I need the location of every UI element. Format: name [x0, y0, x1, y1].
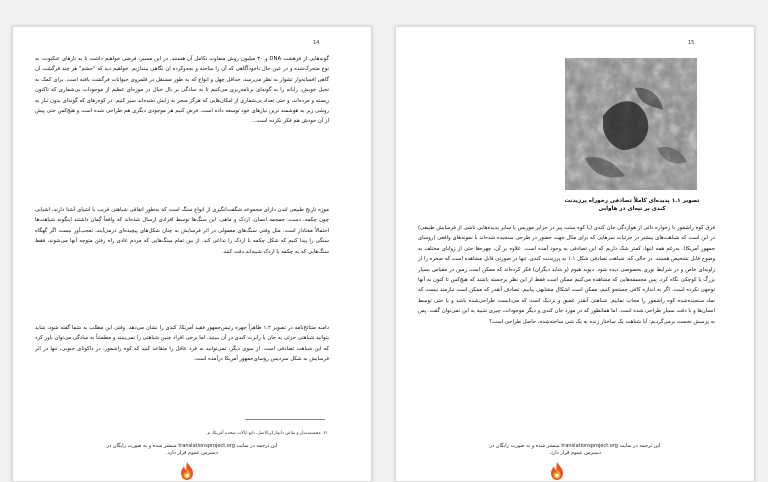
footnote: ۲۱. مجسمه‌ساز و نقاش دانمارکی‌الاصل، تابع ایالات متحده آمریکا، م. — [206, 431, 328, 436]
rock-face-photo — [565, 58, 697, 190]
footer-note — [13, 443, 371, 457]
footer-line: این ترجمه در سایت translationsproject.org منتشر شده و به صورت رایگان در — [489, 443, 661, 449]
page-number: 15 — [688, 40, 695, 46]
footer-line: این ترجمه در سایت translationsproject.org منتشر شده و به صورت رایگان در — [106, 443, 278, 449]
footnote-divider — [245, 419, 325, 420]
figure-caption: تصویر ۱.۱ پدیده‌ای کاملاً تصادفی رخوراه پرزیدنت کندی بر تپه‌ای در هاوایی — [564, 198, 700, 212]
page-number: 14 — [313, 40, 320, 46]
footer-line: دسترس عموم قرار دارد. — [549, 450, 601, 456]
flame-logo-icon — [549, 461, 565, 481]
paragraph: موزه تاریخ طبیعی لندن دارای مجموعه شگفت‌انگیزی از انواع سنگ است که به‌طور اتفاقی شباهتی قریب با اشیای آشنا دارند، اشیایی چون چکمه، دست، جمجمه انسان، اردک و ماهی. این سنگ‌ها توسط افرادی ارسال شده‌اند که واقعاً گمان داشتند اینگونه شباهت‌ها احتمالاً معنادار است. مثل وقتی سنگ‌های معمولی در اثر فرسایش به چنان شکل‌های پیچیده‌ای درمی‌آیند، تعجب‌آور نیست اگر گهگاه سنگی را پیدا کنیم که شکل چکمه یا اردک را تداعی کند. از بین تمام سنگ‌هایی که مردم عادی راه رفتن متوجه آنها می‌شوند، فقط سنگ‌هایی که به چکمه یا اردک شبیه‌اند دقت کنند. — [35, 207, 329, 255]
paragraph: فرق کوه راشمور با زخواره دائی از هوازدگی جان کندی (یا کوه ستت پیر در جزایر موریس یا سایر پدیده‌هایی ناشی از فرسایش طبیعی) در این است که شباهت‌های بیشتر در جزئیات سرهایی که برای مثال جهت حضور در طرحی سنجیده شده‌اند با نمونه‌های واقعی (روسای جمهور آمریکا). به‌رغم همه اینها، کمتر شک داریم که این تصادفی به وجود آمده است. علاوه بر آن، چهره‌ها حتی از زوایای مختلف به وضوح قابل تشخیص هستند. در حالی که، شباهت تصادفی شکل ۱.۱ به پرزیدنت کندی، تنها در صورتی قابل مشاهده است که صخره را از زاویه‌ای خاص و در شرایط نوری بخصوصی دیده شود. دیوید هیوم (و شاید دیگران) فکر کرده‌اند که ممکن است زمین در مقیاس بسیار بزرگ یا کوچکی نگاه کرد. پس مجسمه‌هایی که مشاهده می‌کنیم ممکن است فقط از این نظر برجسته باشند که هیچ‌کس تا کنون به آنها توجهی نکرده است. اگر به اندازه کافی جستجو کنیم، ممکن است اشکال مشابهی بیابیم. تصادف آنقدر که ممکن است نیازمند نیست که نماد سنجیده‌شده کوه راشمور را مجاب نماییم. شباهتی آنقدر عمیق و نزدیک است که می‌بایست طراحی‌شده باشد و یا حتی توسط انسان‌ها و با دقت بسیار طراحی شده است. اما همانطور که در مورد جان کندی و دیگر موجودات، چیزی شبیه به این نمی‌توان گفت. پس به پرسش نخست برمی‌گردیم: آیا شباهت یک ساختار زنده به یک شی ساخته‌شده، حاصل طراحی است؟ — [418, 225, 715, 325]
paragraph: دامنه منتاتخ‌نامه در تصویر ۱.۲ ظاهراً چهره رئیس‌جمهور فقید آمریکا، کندی را نشان می‌دهد. وقتی این مطلب به شما گفته شود، شاید بتوانید شباهتی جزئی به جان یا رابرت کندی در آن ببینید. اما برخی افراد چنین شباهتی را نمی‌بینند و مطمئناً به سادگی می‌توان باور کرد که این شباهت تصادفی است. از سوی دیگر، نمی‌توانید به فرد عاقل را متقاعد کنید که کوه راشمور، در داکوتای جنوبی، تنها در اثر فرسایش به شکل سردیس رؤسای‌جمهور آمریکا درآمده است. — [35, 325, 329, 363]
left-page — [12, 26, 372, 482]
footer-line: دسترس عموم قرار دارد. — [166, 450, 218, 456]
footer-note — [396, 443, 754, 457]
right-page — [395, 26, 755, 482]
paragraph: گونه‌هایی از فرهشت DNA و ۳۰ میلیون روش متفاوت تکامل آن هستند. در این مسیر، فرضی خواهیم داشت تا به تارهای عنکبوت، به نوع متحرک‌شده و در عین حال ناخودآگاهی که آن را ساخته و نجه‌وکرده ان نگاهی بیندازیم. خواهیم دید که "جشم" هر چند فرگشت آن گاهی افسانه‌وار تشوار به نظر می‌رسد، حداقل چهل و انواع که به طور مستقل در قلمروی حیوانات فرگشت یافته است. برای کمک به تخیل خویش، رایانه را به گونه‌ای برنامه‌ریزی می‌کنیم تا به سادگی بر بال خیال در موزه‌ای عظیم از موجودات بی‌شماری که تاکنون زیسته و مرده‌اند، و حتی تعداد بی‌شماری از امکان‌هایی که هرگز منجر به زایش نشده‌اند سیر کنیم. در کوه‌رهای که گونه‌ای بدون نیاز به روشی زیر به هوشمند ترین نیازهای خود توسعه داده است. فرض کنیم هر موجودی دیگری هم طراحی شده است و هیچ‌کس حتی پیش از آن خودش هم فکر نکرده است... — [35, 56, 329, 125]
flame-logo-icon — [179, 461, 195, 481]
